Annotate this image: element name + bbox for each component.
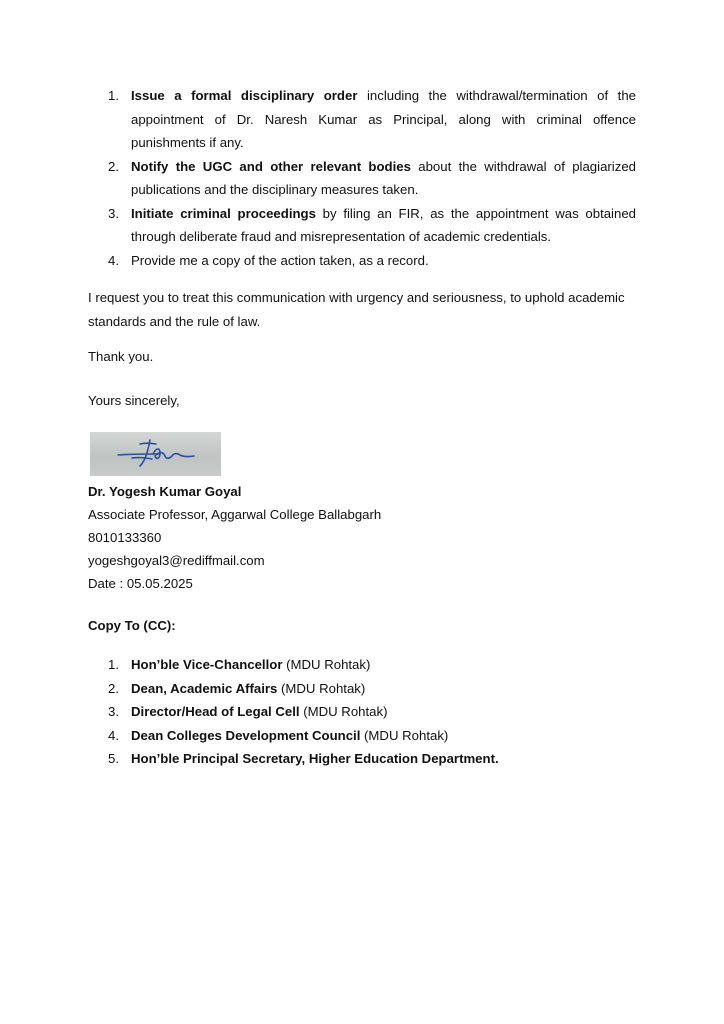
- list-item: [0, 653, 636, 677]
- list-number: 5.: [108, 751, 119, 766]
- list-item: [0, 700, 636, 724]
- list-item-text: (MDU Rohtak): [360, 727, 449, 743]
- list-item-bold: Director/Head of Legal Cell: [131, 704, 300, 719]
- signature-icon: [90, 432, 221, 476]
- list-item-bold: Dean, Academic Affairs: [131, 680, 278, 696]
- list-item: [0, 677, 636, 701]
- signatory-date: Date : 05.05.2025: [88, 576, 193, 591]
- cc-list: [0, 653, 724, 771]
- list-item: [0, 249, 636, 273]
- list-item-text: (MDU Rohtak): [282, 657, 371, 672]
- list-item-bold: Dean Colleges Development Council: [131, 727, 361, 743]
- list-item-bold: Notify the UGC and other relevant bodies: [131, 158, 411, 174]
- action-list: [0, 84, 724, 272]
- list-item: [0, 155, 636, 202]
- list-item: [0, 747, 691, 771]
- list-item-bold: Hon’ble Vice-Chancellor: [131, 657, 283, 672]
- signatory-email: yogeshgoyal3@rediffmail.com: [88, 553, 265, 568]
- list-item-text: including the withdrawal/termination of the appointment of Dr. Naresh Kumar as Principal, along with criminal offence punishments if any.: [131, 88, 636, 150]
- thanks-line: Thank you.: [88, 349, 154, 364]
- list-item: [0, 202, 636, 249]
- list-item-text: (MDU Rohtak): [299, 704, 388, 719]
- signatory-phone: 8010133360: [88, 530, 162, 545]
- list-item-text: (MDU Rohtak): [277, 680, 366, 696]
- list-number: 3.: [108, 704, 119, 719]
- closing-line: Yours sincerely,: [88, 393, 180, 408]
- cc-heading: Copy To (CC):: [88, 618, 176, 633]
- signature-image: [90, 432, 221, 476]
- list-item-bold: Issue a formal disciplinary order: [131, 88, 358, 103]
- request-paragraph: I request you to treat this communication with urgency and seriousness, to uphold academic standards and the rule of law.: [88, 290, 625, 329]
- list-item: [0, 724, 636, 748]
- list-item-bold: Hon’ble Principal Secretary, Higher Education Department.: [131, 751, 499, 766]
- list-number: 4.: [108, 727, 119, 743]
- list-item: [0, 84, 636, 155]
- signatory-designation: Associate Professor, Aggarwal College Ballabgarh: [88, 507, 382, 522]
- list-number: 2.: [108, 680, 119, 696]
- signatory-name: Dr. Yogesh Kumar Goyal: [88, 484, 242, 499]
- list-item-text: Provide me a copy of the action taken, as a record.: [131, 252, 429, 268]
- list-number: 4.: [108, 252, 119, 268]
- list-number: 3.: [108, 205, 119, 221]
- list-number: 1.: [108, 657, 119, 672]
- list-item-bold: Initiate criminal proceedings: [131, 205, 316, 221]
- list-number: 2.: [108, 158, 119, 174]
- list-number: 1.: [108, 88, 119, 103]
- list-item-text: about the withdrawal of plagiarized publications and the disciplinary measures taken.: [131, 158, 636, 197]
- list-item-text: by filing an FIR, as the appointment was obtained through deliberate fraud and misrepresentation of academic credentials.: [131, 205, 636, 244]
